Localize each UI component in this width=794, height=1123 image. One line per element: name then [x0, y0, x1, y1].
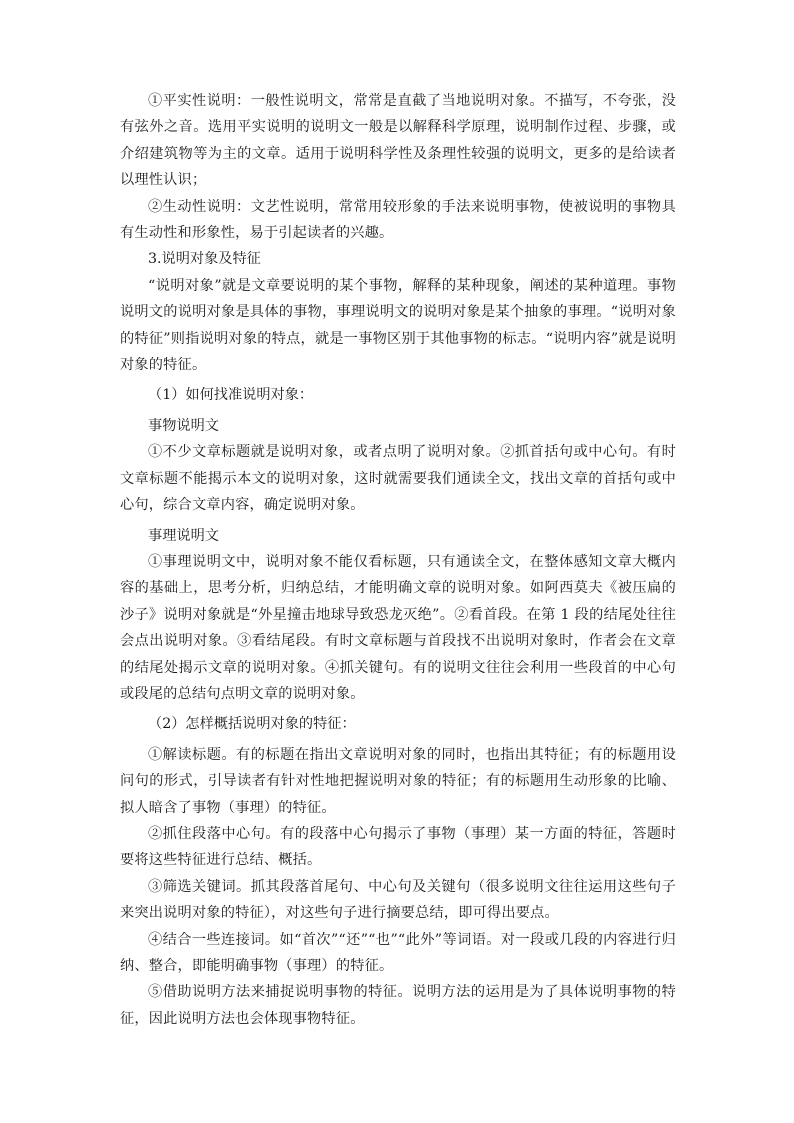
paragraph-keywords: ③筛选关键词。抓其段落首尾句、中心句及关键句（很多说明文往往运用这些句子来突出说明对象的特征），对这些句子进行摘要总结，即可得出要点。 — [120, 878, 676, 922]
paragraph-explanation-methods: ⑤借助说明方法来捕捉说明事物的特征。说明方法的运用是为了具体说明事物的特征，因此说明方法也会体现事物特征。 — [120, 984, 676, 1027]
paragraph-vivid-explanation: ②生动性说明：文艺性说明，常常用较形象的手法来说明事物，使被说明的事物具有生动性和形象性，易于引起读者的兴趣。 — [120, 198, 676, 242]
paragraph-central-sentence: ②抓住段落中心句。有的段落中心句揭示了事物（事理）某一方面的特征，答题时要将这些特征进行总结、概括。 — [120, 825, 676, 869]
subheading-reason-explanation: 事理说明文 — [148, 527, 219, 544]
paragraph-thing-method: ①不少文章标题就是说明对象，或者点明了说明对象。②抓首括句或中心句。有时文章标题不能揭示本文的说明对象，这时就需要我们通读全文，找出文章的首括句或中心句，综合文章内容，确定说明对象。 — [120, 444, 676, 514]
paragraph-plain-explanation: ①平实性说明：一般性说明文，常常是直截了当地说明对象。不描写，不夸张，没有弦外之音。选用平实说明的说明文一般是以解释科学原理，说明制作过程、步骤，或介绍建筑物等为主的文章。适用于说明科学性及条理性较强的说明文，更多的是给读者以理性认识； — [120, 93, 676, 189]
paragraph-reason-method: ①事理说明文中，说明对象不能仅看标题，只有通读全文，在整体感知文章大概内容的基础上，思考分析，归纳总结，才能明确文章的说明对象。如阿西莫夫《被压扁的沙子》说明对象就是“外星撞击地球导致恐龙灭绝”。②看首段。在第 1 段的结尾处往往会点出说明对象。③看结尾段。有时文章标题与首段找不出说明对象时，作者会在文章的结尾处揭示文章的说明对象。④抓关键句。有的说明文往往会利用一些段首的中心句或段尾的总结句点明文章的说明对象。 — [120, 553, 676, 702]
subheading-summarize-features: （2）怎样概括说明对象的特征： — [148, 716, 356, 733]
subheading-find-object: （1）如何找准说明对象： — [148, 387, 314, 404]
section-heading-object-features: 3.说明对象及特征 — [148, 251, 261, 268]
subheading-thing-explanation: 事物说明文 — [148, 417, 219, 434]
paragraph-read-title: ①解读标题。有的标题在指出文章说明对象的同时，也指出其特征；有的标题用设问句的形式，引导读者有针对性地把握说明对象的特征；有的标题用生动形象的比喻、拟人暗含了事物（事理）的特征。 — [120, 746, 676, 816]
document-page — [120, 88, 676, 1032]
paragraph-connectives: ④结合一些连接词。如“首次”“还”“也”“此外”等词语。对一段或几段的内容进行归纳、整合，即能明确事物（事理）的特征。 — [120, 931, 676, 974]
paragraph-object-definition: “说明对象”就是文章要说明的某个事物，解释的某种现象，阐述的某种道理。事物说明文的说明对象是具体的事物，事理说明文的说明对象是某个抽象的事理。“说明对象的特征”则指说明对象的特点，就是一事物区别于其他事物的标志。“说明内容”就是说明对象的特征。 — [120, 277, 676, 374]
